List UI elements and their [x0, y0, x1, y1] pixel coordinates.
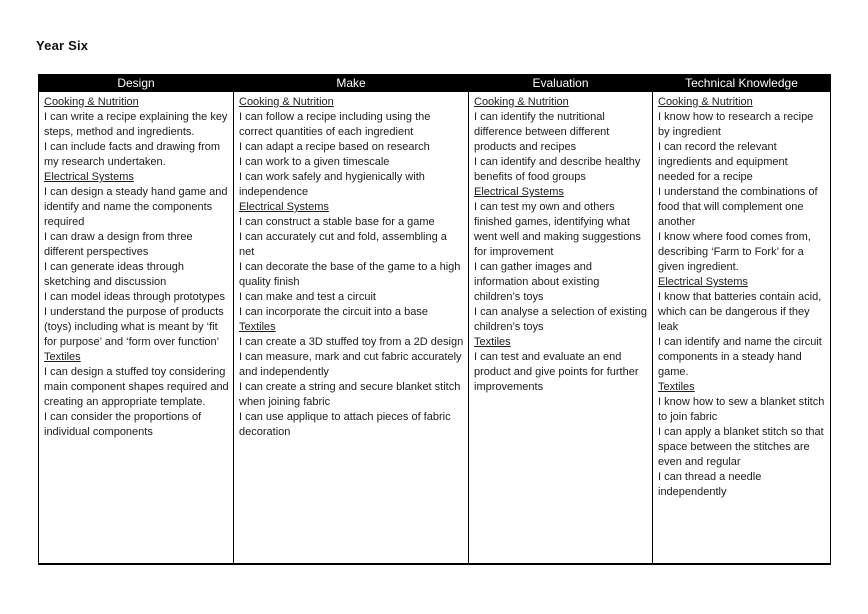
skill-item: I can consider the proportions of individual components: [44, 411, 202, 438]
skill-item: I can incorporate the circuit into a base: [239, 306, 428, 318]
section-title: Textiles: [658, 381, 695, 393]
evaluation-cell: [469, 92, 653, 565]
section-title: Electrical Systems: [474, 186, 564, 198]
curriculum-table: [38, 74, 831, 565]
technical-knowledge-cell: [653, 92, 831, 565]
skill-item: I can model ideas through prototypes: [44, 291, 226, 303]
column-header-technical-knowledge: Technical Knowledge: [653, 75, 831, 92]
skill-item: I can use applique to attach pieces of fabric decoration: [239, 411, 451, 438]
skill-item: I know where food comes from, describing ‘Farm to Fork’ for a given ingredient.: [658, 231, 811, 273]
skill-item: I can draw a design from three different perspectives: [44, 231, 193, 258]
skill-item: I can design a steady hand game and identify and name the components required: [44, 186, 228, 228]
skill-item: I can analyse a selection of existing children’s toys: [474, 306, 648, 333]
skill-item: I can construct a stable base for a game: [239, 216, 435, 228]
skill-item: I can test and evaluate an end product and give points for further improvements: [474, 351, 639, 393]
skill-item: I can identify and describe healthy benefits of food groups: [474, 156, 641, 183]
section-title: Cooking & Nutrition: [239, 96, 334, 108]
section-title: Electrical Systems: [658, 276, 748, 288]
skill-item: I can include facts and drawing from my research undertaken.: [44, 141, 221, 168]
column-header-make: Make: [234, 75, 469, 92]
skill-item: I know how to sew a blanket stitch to join fabric: [658, 396, 825, 423]
skill-item: I can identify the nutritional difference between different products and recipes: [474, 111, 610, 153]
table-body-row: [39, 92, 831, 565]
section-title: Electrical Systems: [239, 201, 329, 213]
table-header-row: [39, 75, 831, 92]
make-cell: [234, 92, 469, 565]
skill-item: I can work safely and hygienically with independence: [239, 171, 425, 198]
section-title: Textiles: [44, 351, 81, 363]
section-title: Textiles: [239, 321, 276, 333]
section-title: Electrical Systems: [44, 171, 134, 183]
skill-item: I can make and test a circuit: [239, 291, 376, 303]
section-title: Textiles: [474, 336, 511, 348]
skill-item: I understand the purpose of products (toys) including what is meant by ‘fit for purpose’ and ‘form over function’: [44, 306, 224, 348]
skill-item: I can thread a needle independently: [658, 471, 762, 498]
skill-item: I can identify and name the circuit components in a steady hand game.: [658, 336, 822, 378]
skill-item: I can accurately cut and fold, assembling a net: [239, 231, 447, 258]
skill-item: I can adapt a recipe based on research: [239, 141, 430, 153]
design-cell: [39, 92, 234, 565]
section-title: Cooking & Nutrition: [44, 96, 139, 108]
skill-item: I can record the relevant ingredients and equipment needed for a recipe: [658, 141, 788, 183]
skill-item: I know how to research a recipe by ingredient: [658, 111, 814, 138]
skill-item: I can work to a given timescale: [239, 156, 390, 168]
skill-item: I can test my own and others finished games, identifying what went well and making suggestions for improvement: [474, 201, 641, 258]
skill-item: I can write a recipe explaining the key steps, method and ingredients.: [44, 111, 228, 138]
skill-item: I know that batteries contain acid, which can be dangerous if they leak: [658, 291, 822, 333]
column-header-evaluation: Evaluation: [469, 75, 653, 92]
skill-item: I understand the combinations of food that will complement one another: [658, 186, 818, 228]
skill-item: I can apply a blanket stitch so that space between the stitches are even and regular: [658, 426, 824, 468]
column-header-design: Design: [39, 75, 234, 92]
skill-item: I can design a stuffed toy considering main component shapes required and creating an appropriate template.: [44, 366, 229, 408]
section-title: Cooking & Nutrition: [474, 96, 569, 108]
skill-item: I can create a string and secure blanket stitch when joining fabric: [239, 381, 461, 408]
skill-item: I can follow a recipe including using the correct quantities of each ingredient: [239, 111, 431, 138]
skill-item: I can create a 3D stuffed toy from a 2D design: [239, 336, 464, 348]
section-title: Cooking & Nutrition: [658, 96, 753, 108]
skill-item: I can gather images and information about existing children’s toys: [474, 261, 600, 303]
page-title: Year Six: [36, 38, 89, 53]
skill-item: I can decorate the base of the game to a high quality finish: [239, 261, 461, 288]
skill-item: I can measure, mark and cut fabric accurately and independently: [239, 351, 462, 378]
skill-item: I can generate ideas through sketching and discussion: [44, 261, 185, 288]
